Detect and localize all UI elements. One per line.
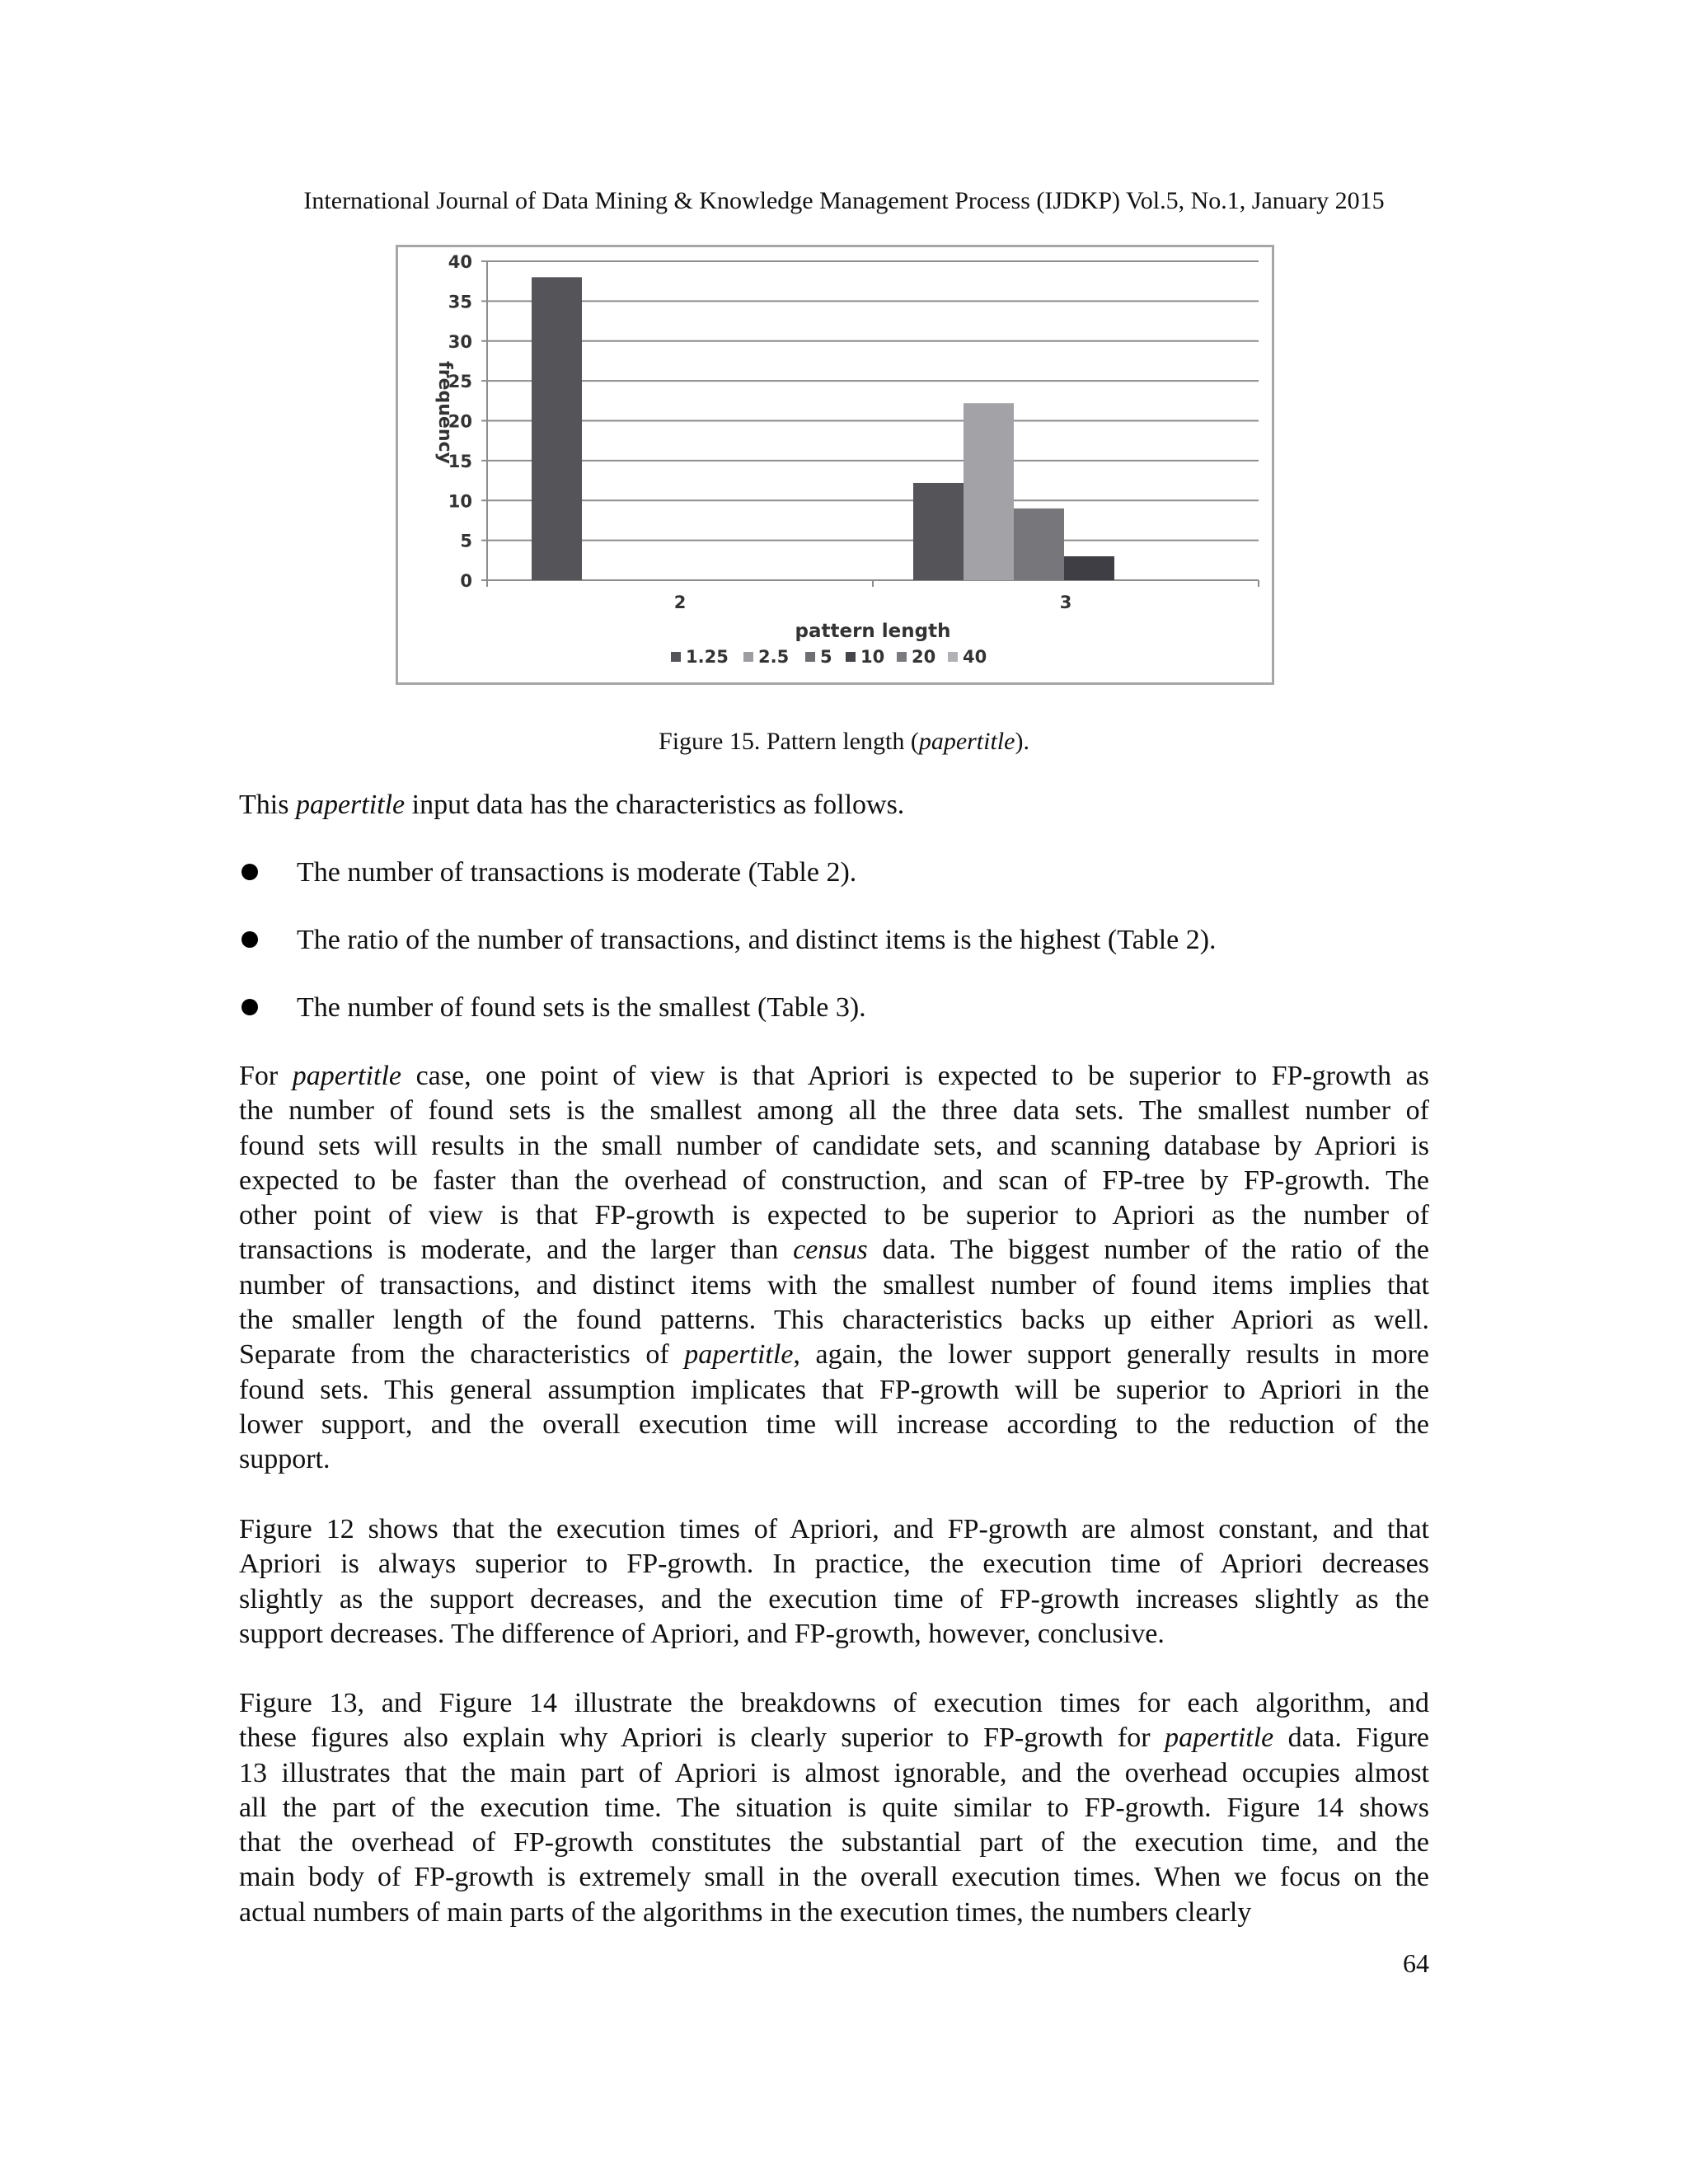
paragraph-3 bbox=[239, 1686, 1429, 1930]
legend-swatch bbox=[846, 652, 856, 662]
paragraph-line: support. bbox=[239, 1444, 331, 1475]
legend-label: 5 bbox=[820, 647, 832, 667]
legend-swatch bbox=[897, 652, 907, 662]
paragraph-line: slightly as the support decreases, and the execution time of FP-growth increases slightly as the bbox=[239, 1583, 1429, 1615]
paragraph-2 bbox=[239, 1512, 1429, 1652]
list-item-text: The number of found sets is the smallest (Table 3). bbox=[297, 992, 866, 1023]
intro-prefix: This bbox=[239, 790, 296, 820]
journal-header: International Journal of Data Mining & Knowledge Management Process (IJDKP) Vol.5, No.1, January 2015 bbox=[303, 187, 1385, 214]
paragraph-line: other point of view is that FP-growth is expected to be superior to Apriori as the number of bbox=[239, 1200, 1429, 1231]
bullet-icon bbox=[241, 999, 258, 1015]
bar-3 bbox=[1014, 509, 1064, 580]
paragraph-line: support decreases. The difference of Apriori, and FP-growth, however, conclusive. bbox=[239, 1618, 1165, 1649]
legend-swatch bbox=[948, 652, 958, 662]
legend-swatch bbox=[743, 652, 753, 662]
legend-swatch bbox=[671, 652, 681, 662]
bar-chart bbox=[398, 247, 1272, 682]
paragraph-line: Figure 13, and Figure 14 illustrate the breakdowns of execution times for each algorithm, and bbox=[239, 1688, 1429, 1718]
paragraph-line: the smaller length of the found patterns. This characteristics backs up either Apriori as well. bbox=[239, 1305, 1429, 1336]
intro-sentence bbox=[239, 787, 1429, 823]
paragraph-line: For papertitle case, one point of view is that Apriori is expected to be superior to FP-growth as bbox=[239, 1061, 1429, 1091]
y-tick-label: 40 bbox=[448, 252, 472, 272]
paragraph-line: Apriori is always superior to FP-growth. In practice, the execution time of Apriori decreases bbox=[239, 1549, 1429, 1580]
x-tick-label: 2 bbox=[673, 593, 687, 612]
paragraph-line: Figure 12 shows that the execution times of Apriori, and FP-growth are almost constant, and that bbox=[239, 1514, 1429, 1544]
paragraph-line: number of transactions, and distinct items with the smallest number of found items implies that bbox=[239, 1269, 1429, 1301]
caption-italic: papertitle bbox=[918, 728, 1015, 755]
paragraph-line: Separate from the characteristics of papertitle, again, the lower support generally results in more bbox=[239, 1339, 1430, 1371]
legend-label: 40 bbox=[963, 647, 987, 667]
caption-suffix: ). bbox=[1015, 728, 1029, 755]
paragraph-line: lower support, and the overall execution time will increase according to the reduction of the bbox=[239, 1408, 1429, 1440]
x-tick-label: 3 bbox=[1059, 593, 1072, 612]
legend-label: 2.5 bbox=[758, 647, 790, 667]
y-tick-label: 30 bbox=[448, 331, 472, 352]
list-item bbox=[239, 990, 1429, 1057]
paragraph-line: all the part of the execution time. The situation is quite similar to FP-growth. Figure 14 shows bbox=[239, 1792, 1429, 1823]
y-tick-label: 15 bbox=[448, 451, 472, 471]
paragraph-1 bbox=[239, 1059, 1429, 1478]
list-item bbox=[239, 855, 1429, 922]
y-tick-label: 0 bbox=[460, 571, 472, 591]
paragraph-line: actual numbers of main parts of the algorithms in the execution times, the numbers clearly bbox=[239, 1896, 1252, 1928]
y-tick-label: 25 bbox=[448, 372, 472, 392]
list-item-text: The ratio of the number of transactions, and distinct items is the highest (Table 2). bbox=[297, 925, 1217, 955]
paragraph-line: 13 illustrates that the main part of Apriori is almost ignorable, and the overhead occupies almost bbox=[239, 1757, 1429, 1788]
intro-italic: papertitle bbox=[295, 790, 406, 820]
paragraph-line: found sets. This general assumption implicates that FP-growth will be superior to Apriori in the bbox=[239, 1374, 1429, 1405]
x-axis-title: pattern length bbox=[795, 621, 951, 642]
paragraph-line: the number of found sets is the smallest among all the three data sets. The smallest number of bbox=[239, 1095, 1429, 1127]
list-item-text: The number of transactions is moderate (Table 2). bbox=[297, 857, 857, 888]
y-tick-label: 5 bbox=[460, 531, 472, 551]
caption-prefix: Figure 15. Pattern length ( bbox=[659, 728, 919, 755]
characteristics-list bbox=[239, 855, 1429, 1057]
legend-swatch bbox=[805, 652, 815, 662]
bullet-icon bbox=[241, 864, 258, 880]
bullet-icon bbox=[241, 931, 258, 948]
bar-3 bbox=[964, 403, 1014, 580]
legend-label: 20 bbox=[912, 647, 936, 667]
paragraph-line: transactions is moderate, and the larger than census data. The biggest number of the ratio of the bbox=[239, 1235, 1429, 1266]
bar-3 bbox=[1064, 556, 1114, 580]
y-tick-label: 20 bbox=[448, 411, 472, 432]
bar-2-1.25 bbox=[532, 277, 582, 580]
paragraph-line: these figures also explain why Apriori is clearly superior to FP-growth for papertitle data. Figure bbox=[239, 1722, 1430, 1754]
paragraph-line: main body of FP-growth is extremely small in the overall execution times. When we focus on the bbox=[239, 1862, 1429, 1893]
y-tick-label: 10 bbox=[448, 491, 472, 512]
intro-suffix: input data has the characteristics as follows. bbox=[405, 790, 905, 820]
figure-caption bbox=[0, 725, 1688, 758]
y-axis-title: frequency bbox=[434, 361, 455, 464]
page-number: 64 bbox=[1403, 1948, 1429, 1978]
list-item bbox=[239, 922, 1429, 990]
figure-15-chart bbox=[396, 245, 1274, 685]
paragraph-line: found sets will results in the small number of candidate sets, and scanning database by Apriori is bbox=[239, 1130, 1429, 1161]
paragraph-line: expected to be faster than the overhead of construction, and scan of FP-tree by FP-growth. The bbox=[239, 1165, 1429, 1196]
paragraph-line: that the overhead of FP-growth constitutes the substantial part of the execution time, and the bbox=[239, 1827, 1429, 1858]
y-tick-label: 35 bbox=[448, 292, 472, 312]
bar-3 bbox=[913, 483, 964, 580]
legend-label: 1.25 bbox=[686, 647, 729, 667]
legend-label: 10 bbox=[860, 647, 885, 667]
